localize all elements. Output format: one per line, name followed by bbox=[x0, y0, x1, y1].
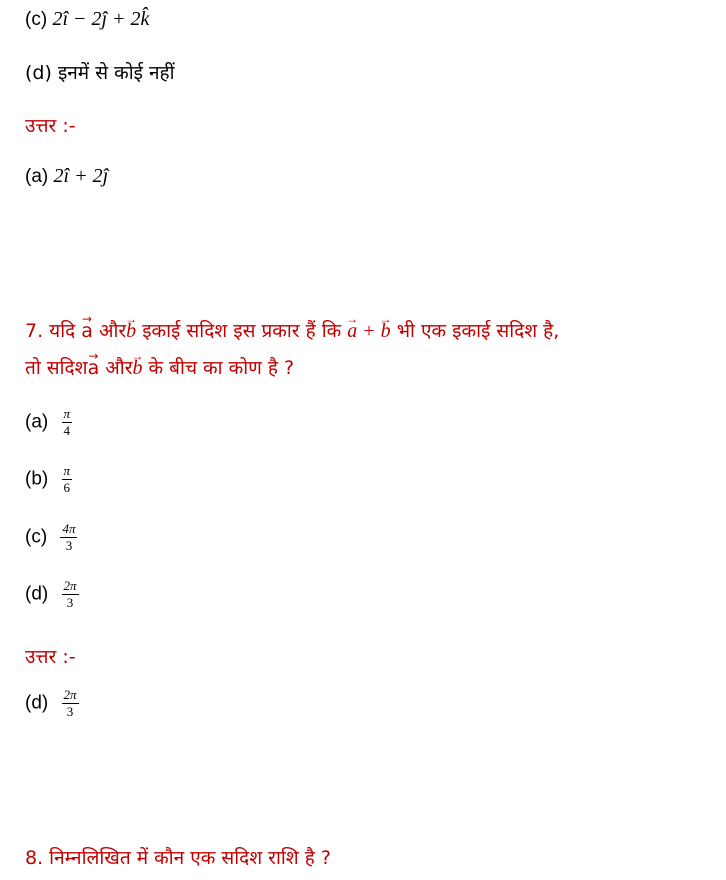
vector-a: → a bbox=[81, 318, 93, 344]
q6-option-d bbox=[25, 60, 175, 86]
fraction bbox=[62, 407, 73, 438]
fraction-denominator: 6 bbox=[63, 480, 71, 495]
fraction-denominator: 3 bbox=[66, 595, 74, 610]
option-math: 2î − 2ĵ + 2k̂ bbox=[52, 8, 150, 30]
q7-option-c bbox=[25, 522, 77, 553]
fraction bbox=[62, 464, 73, 495]
q7-option-a bbox=[25, 407, 72, 438]
q6-option-c bbox=[25, 6, 149, 33]
fraction-denominator: 4 bbox=[63, 423, 71, 438]
option-label: (a) bbox=[25, 411, 49, 433]
vector-b: → b bbox=[133, 355, 143, 381]
fraction-numerator: π bbox=[63, 463, 71, 478]
vector-b: → b bbox=[126, 318, 136, 344]
fraction-numerator: 4π bbox=[62, 521, 76, 536]
fraction-denominator: 3 bbox=[65, 538, 73, 553]
q7-line2-prefix: तो सदिश bbox=[25, 357, 88, 379]
q7-mid: इकाई सदिश इस प्रकार हैं कि bbox=[142, 320, 342, 342]
answer-label: (d) bbox=[25, 692, 49, 714]
option-label: (d) bbox=[25, 62, 52, 84]
q6-answer bbox=[25, 163, 108, 190]
q7-option-b bbox=[25, 464, 72, 495]
and-word: और bbox=[105, 357, 133, 379]
q7-answer-heading: उत्तर :- bbox=[25, 646, 76, 668]
fraction-numerator: π bbox=[63, 406, 71, 421]
vector-b-sum: → b bbox=[381, 318, 391, 344]
fraction-numerator: 2π bbox=[63, 687, 77, 702]
q7-question-line1 bbox=[25, 318, 559, 344]
q7-answer bbox=[25, 688, 79, 719]
vector-a-sum: → a bbox=[347, 318, 357, 344]
fraction-numerator: 2π bbox=[63, 578, 77, 593]
option-label: (c) bbox=[25, 9, 48, 30]
fraction bbox=[60, 522, 77, 553]
answer-math: 2î + 2ĵ bbox=[53, 165, 109, 187]
vector-a: → a bbox=[88, 355, 100, 381]
fraction bbox=[62, 688, 79, 719]
option-label: (d) bbox=[25, 583, 49, 605]
option-text: इनमें से कोई नहीं bbox=[57, 62, 175, 84]
fraction-denominator: 3 bbox=[66, 704, 74, 719]
q6-answer-heading: उत्तर :- bbox=[25, 115, 76, 137]
q7-option-d bbox=[25, 579, 79, 610]
answer-label: (a) bbox=[25, 166, 49, 187]
plus-sign: + bbox=[363, 320, 375, 342]
and-word: और bbox=[98, 320, 127, 342]
q7-question-line2 bbox=[25, 355, 294, 381]
option-label: (b) bbox=[25, 468, 49, 490]
q7-prefix: 7. यदि bbox=[25, 320, 76, 342]
q7-line2-suffix: के बीच का कोण है ? bbox=[148, 357, 295, 379]
q7-suffix: भी एक इकाई सदिश है, bbox=[396, 320, 560, 342]
option-label: (c) bbox=[25, 526, 48, 548]
q8-question: 8. निम्नलिखित में कौन एक सदिश राशि है ? bbox=[25, 847, 331, 869]
fraction bbox=[62, 579, 79, 610]
